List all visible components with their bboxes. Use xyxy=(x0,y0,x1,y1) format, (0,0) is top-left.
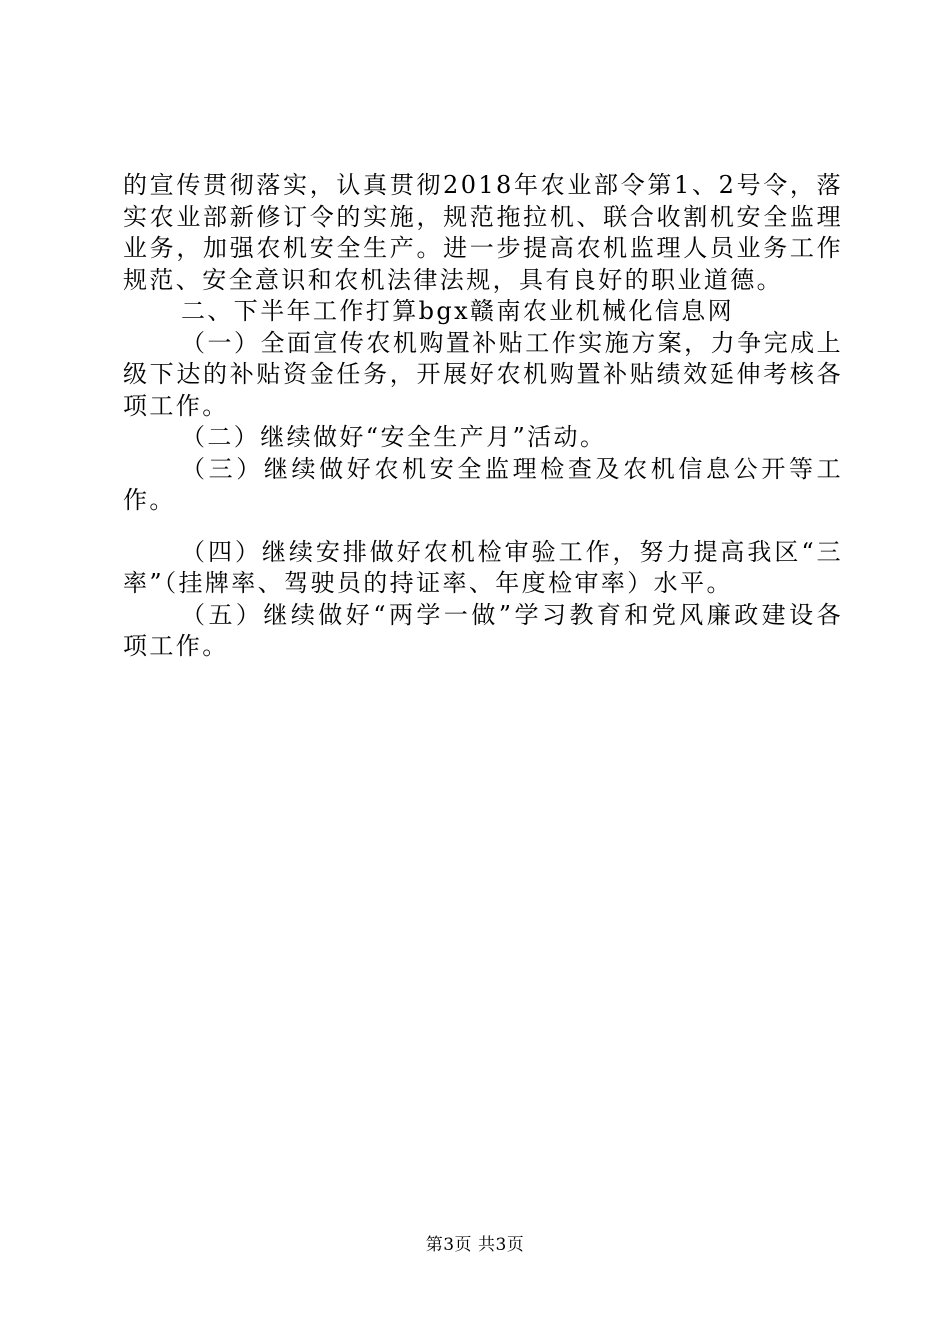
list-item-5: （五）继续做好“两学一做”学习教育和党风廉政建设各项工作。 xyxy=(123,600,843,660)
paragraph-continuation: 的宣传贯彻落实，认真贯彻2018年农业部令第1、2号令，落实农业部新修订令的实施，规范拖拉机、联合收割机安全监理业务，加强农机安全生产。进一步提高农机监理人员业务工作规范、安全意识和农机法律法规，具有良好的职业道德。 xyxy=(123,171,843,294)
list-item-1: （一）全面宣传农机购置补贴工作实施方案，力争完成上级下达的补贴资金任务，开展好农机购置补贴绩效延伸考核各项工作。 xyxy=(123,328,843,420)
page-footer: 第3页 共3页 xyxy=(425,1235,525,1255)
document-body xyxy=(123,170,843,663)
list-item-3: （三）继续做好农机安全监理检查及农机信息公开等工作。 xyxy=(123,454,843,514)
paragraph-gap xyxy=(123,517,843,537)
list-item-2: （二）继续做好“安全生产月”活动。 xyxy=(181,423,607,451)
list-item-4: （四）继续安排做好农机检审验工作，努力提高我区“三率”（挂牌率、驾驶员的持证率、年度检审率）水平。 xyxy=(123,537,843,597)
section-heading-plan: 二、下半年工作打算bgx赣南农业机械化信息网 xyxy=(181,297,735,325)
